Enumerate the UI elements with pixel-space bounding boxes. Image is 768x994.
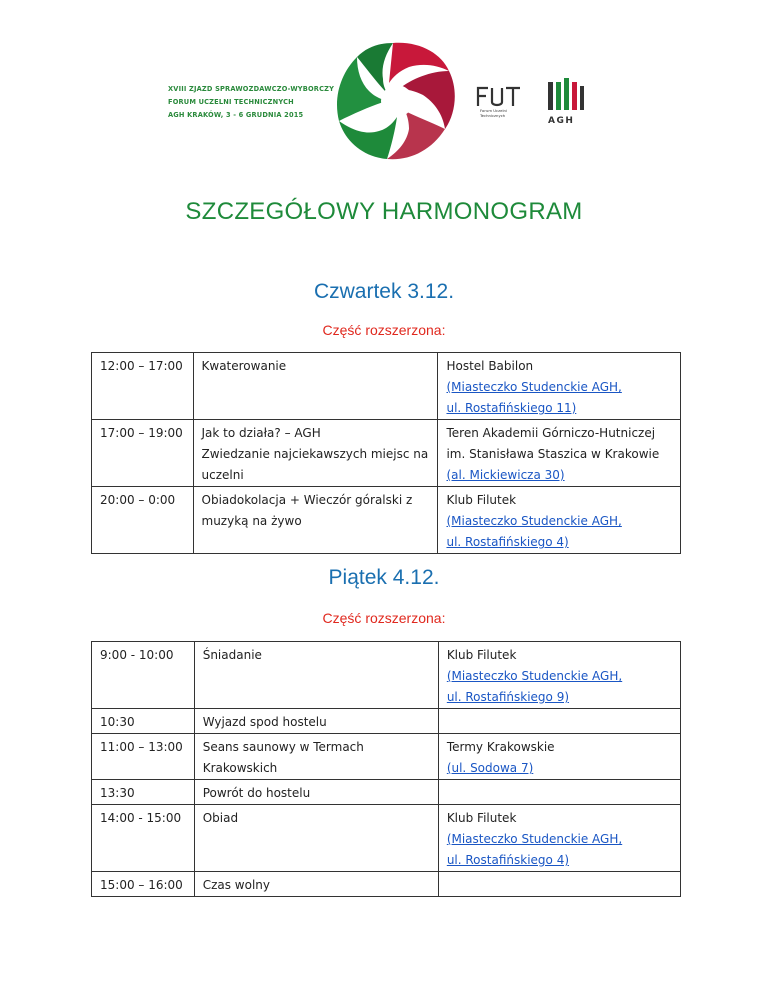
table-row (92, 872, 681, 897)
place-cell (438, 353, 681, 420)
table-row (92, 642, 681, 709)
activity-cell: Wyjazd spod hostelu (194, 709, 438, 734)
fut-sub-line: Forum Uczelni (480, 108, 507, 113)
place-cell (438, 780, 680, 805)
activity-cell: Czas wolny (194, 872, 438, 897)
place-cell (438, 642, 680, 709)
activity-cell: Śniadanie (194, 642, 438, 709)
day-title-thursday: Czwartek 3.12. (313, 280, 455, 303)
address-link[interactable]: ul. Rostafińskiego 9) (446, 690, 570, 704)
address-link[interactable]: ul. Rostafińskiego 4) (446, 535, 569, 549)
time-cell: 17:00 – 19:00 (92, 420, 194, 487)
activity-line: Jak to działa? – AGH (201, 426, 321, 440)
time-cell: 13:30 (92, 780, 195, 805)
activity-line: Obiadokolacja + Wieczór góralski z (201, 493, 413, 507)
activity-cell (193, 420, 438, 487)
table-row (92, 734, 681, 780)
table-row (92, 709, 681, 734)
place-name: Klub Filutek (446, 493, 517, 507)
time-cell: 20:00 – 0:00 (92, 487, 194, 554)
activity-line: Zwiedzanie najciekawszych miejsc na (201, 447, 429, 461)
place-cell (438, 709, 680, 734)
place-cell (438, 872, 680, 897)
schedule-table-thursday (91, 352, 681, 554)
schedule-table-friday (91, 641, 681, 897)
activity-cell: Obiad (194, 805, 438, 872)
activity-line: Seans saunowy w Termach (202, 740, 364, 754)
time-cell: 14:00 - 15:00 (92, 805, 195, 872)
activity-line: muzyką na żywo (201, 514, 302, 528)
place-name: im. Stanisława Staszica w Krakowie (446, 447, 660, 461)
time-cell: 11:00 – 13:00 (92, 734, 195, 780)
fut-logo-subtitle (480, 108, 507, 118)
activity-cell (194, 734, 438, 780)
event-line: FORUM UCZELNI TECHNICZNYCH (168, 97, 294, 106)
part-title-thursday: Część rozszerzona: (322, 322, 446, 338)
place-name: Teren Akademii Górniczo-Hutniczej (446, 426, 656, 440)
event-line: XVIII ZJAZD SPRAWOZDAWCZO-WYBORCZY (168, 84, 335, 93)
address-link[interactable]: (ul. Sodowa 7) (446, 761, 534, 775)
activity-cell: Kwaterowanie (193, 353, 438, 420)
fut-logo (476, 84, 522, 124)
table-row (92, 805, 681, 872)
place-cell (438, 805, 680, 872)
page-title: SZCZEGÓŁOWY HARMONOGRAM (185, 198, 583, 225)
event-line: AGH KRAKÓW, 3 - 6 GRUDNIA 2015 (168, 110, 304, 119)
time-cell: 9:00 - 10:00 (92, 642, 195, 709)
activity-cell: Powrót do hostelu (194, 780, 438, 805)
fut-congress-logo (322, 40, 472, 162)
part-title-friday: Część rozszerzona: (322, 610, 446, 626)
fut-sub-line: Technicznych (480, 113, 506, 118)
fut-logo-mark (476, 84, 522, 108)
logo-petal (387, 111, 445, 159)
table-row (92, 487, 681, 554)
address-link[interactable]: (al. Mickiewicza 30) (446, 468, 565, 482)
place-name: Hostel Babilon (446, 359, 534, 373)
place-name: Klub Filutek (446, 648, 517, 662)
time-cell: 10:30 (92, 709, 195, 734)
activity-cell (193, 487, 438, 554)
place-cell (438, 487, 681, 554)
address-link[interactable]: (Miasteczko Studenckie AGH, (446, 380, 622, 394)
activity-line: Krakowskich (202, 761, 278, 775)
address-link[interactable]: ul. Rostafińskiego 4) (446, 853, 570, 867)
day-title-friday: Piątek 4.12. (328, 566, 440, 589)
time-cell: 12:00 – 17:00 (92, 353, 194, 420)
address-link[interactable]: (Miasteczko Studenckie AGH, (446, 514, 622, 528)
table-row (92, 420, 681, 487)
place-cell (438, 734, 680, 780)
agh-label: AGH (548, 116, 575, 126)
logo-petal (339, 117, 397, 159)
address-link[interactable]: ul. Rostafińskiego 11) (446, 401, 577, 415)
table-row (92, 353, 681, 420)
agh-logo-mark (542, 76, 588, 114)
table-row (92, 780, 681, 805)
event-info (168, 82, 335, 121)
place-name: Termy Krakowskie (446, 740, 555, 754)
address-link[interactable]: (Miasteczko Studenckie AGH, (446, 669, 623, 683)
place-cell (438, 420, 681, 487)
time-cell: 15:00 – 16:00 (92, 872, 195, 897)
activity-line: uczelni (201, 468, 244, 482)
agh-logo (542, 76, 588, 132)
address-link[interactable]: (Miasteczko Studenckie AGH, (446, 832, 623, 846)
place-name: Klub Filutek (446, 811, 517, 825)
